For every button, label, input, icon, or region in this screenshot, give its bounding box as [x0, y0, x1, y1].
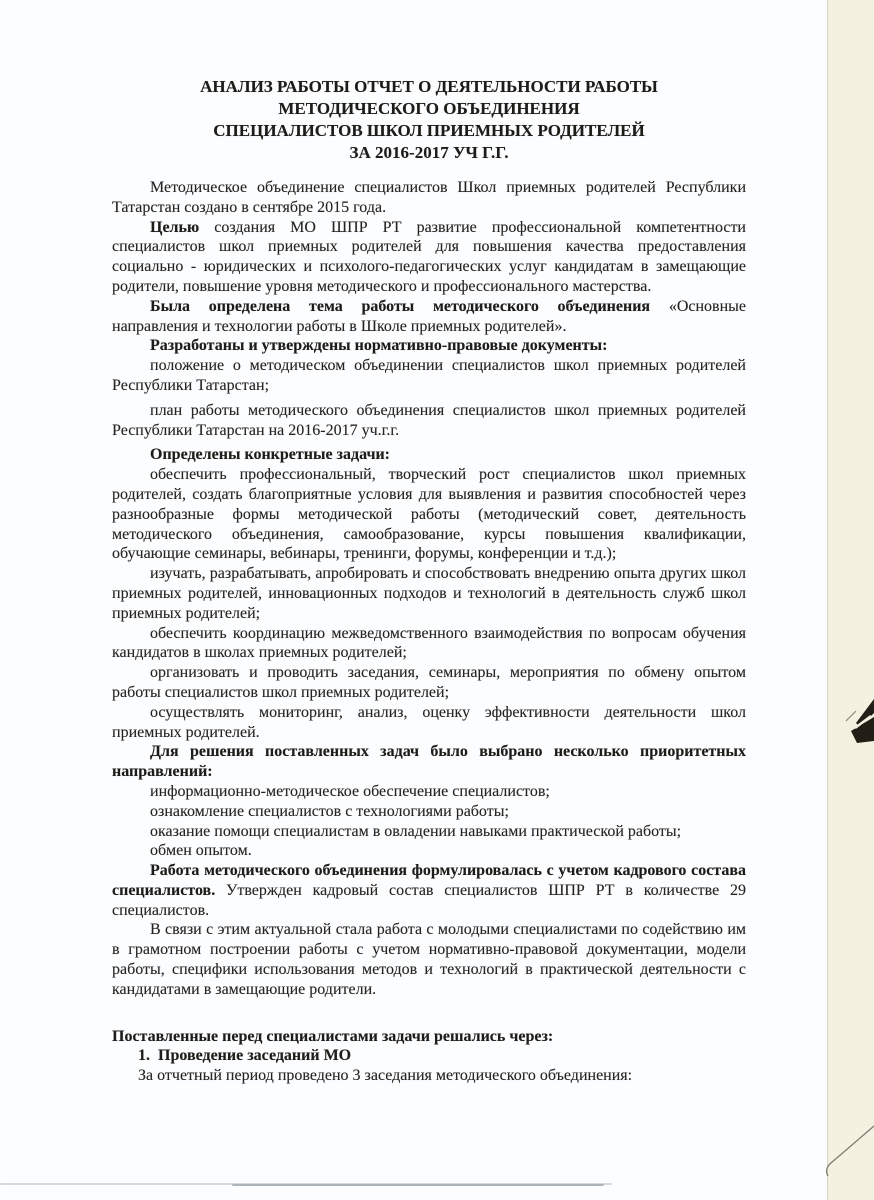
text-segment: ознакомление специалистов с технологиями работы; — [150, 802, 509, 820]
paragraph — [112, 624, 746, 664]
text-segment: создания МО ШПР РТ развитие профессиональной компетентности специалистов школ приемных родителей для повышения качества предоставления социально - юридических и психолого-педагогических услуг кандидатам в замещающие родители, повышение уровня методического и профессионального мастерства. — [112, 218, 746, 295]
paragraph — [112, 841, 746, 861]
document-title — [112, 76, 746, 164]
document-body — [112, 178, 746, 1086]
text-segment: Утвержден кадровый состав специалистов ШПР РТ в количестве 29 специалистов. — [112, 881, 747, 919]
paragraph — [112, 1027, 746, 1047]
text-segment: положение о методическом объединении специалистов школ приемных родителей Республики Татарстан; — [112, 357, 746, 394]
bold-text-segment: Была определена тема работы методического объединения — [150, 297, 669, 315]
bold-text-segment: Разработаны и утверждены нормативно-правовые документы: — [150, 337, 608, 355]
paragraph — [112, 703, 746, 743]
bold-text-segment: Определены конкретные задачи: — [150, 446, 391, 464]
title-line: МЕТОДИЧЕСКОГО ОБЪЕДИНЕНИЯ — [278, 99, 580, 118]
paragraph — [112, 663, 746, 703]
scan-shadow-line-dark — [232, 1184, 604, 1186]
title-line: ЗА 2016-2017 УЧ Г.Г. — [349, 143, 509, 162]
text-segment: «Основные направления и технологии работы в Школе приемных родителей». — [112, 297, 746, 335]
bold-text-segment: Работа методического объединения формулировалась с учетом кадрового состава специалистов. — [112, 862, 746, 899]
paragraph — [112, 401, 746, 441]
scan-debris-artifact — [826, 693, 874, 773]
bold-text-segment: Для решения поставленных задач было выбрано несколько приоритетных направлений: — [112, 743, 746, 781]
text-segment: информационно-методическое обеспечение специалистов; — [150, 782, 550, 800]
paragraph — [112, 920, 746, 999]
text-segment: В связи с этим актуальной стала работа с молодыми специалистами по содействию им в грамотном построении работы с учетом нормативно-правовой документации, модели работы, специфики использования методов и технологий в практической деятельности с кандидатами в замещающие родители. — [112, 921, 746, 998]
paragraph — [112, 336, 746, 356]
text-segment: организовать и проводить заседания, семинары, мероприятия по обмену опытом работы специалистов школ приемных родителей; — [112, 664, 746, 701]
text-segment: оказание помощи специалистам в овладении навыками практической работы; — [150, 822, 682, 840]
title-line: АНАЛИЗ РАБОТЫ ОТЧЕТ О ДЕЯТЕЛЬНОСТИ РАБОТЫ — [200, 77, 658, 96]
text-segment: обеспечить профессиональный, творческий рост специалистов школ приемных родителей, создать благоприятные условия для выявления и развития способностей через разнообразные формы методической работы (методический совет, деятельность методического объединения, самообразование, курсы повышения квалификации, обучающие семинары, вебинары, тренинги, форумы, конференции и т.д.); — [112, 466, 746, 563]
title-line: СПЕЦИАЛИСТОВ ШКОЛ ПРИЕМНЫХ РОДИТЕЛЕЙ — [213, 121, 645, 140]
text-segment: план работы методического объединения специалистов школ приемных родителей Республики Татарстан на 2016-2017 уч.г.г. — [112, 401, 746, 439]
text-segment: изучать, разрабатывать, апробировать и способствовать внедрению опыта других школ приемных родителей, инновационных подходов и технологий в деятельность служб школ приемных родителей; — [112, 565, 746, 622]
text-segment: обеспечить координацию межведомственного взаимодействия по вопросам обучения кандидатов в школах приемных родителей; — [112, 624, 746, 662]
scan-edge-strip — [827, 0, 874, 1200]
paragraph — [112, 218, 746, 297]
paragraph — [112, 178, 746, 218]
paragraph — [112, 356, 746, 396]
document-text-block — [112, 76, 746, 1086]
paragraph — [112, 822, 746, 842]
paragraph — [112, 802, 746, 822]
text-segment: За отчетный период проведено 3 заседания методического объединения: — [138, 1067, 633, 1085]
text-segment: Методическое объединение специалистов Школ приемных родителей Республики Татарстан создано в сентябре 2015 года. — [112, 179, 746, 216]
text-segment: обмен опытом. — [150, 842, 252, 860]
paragraph — [112, 742, 746, 782]
text-segment: осуществлять мониторинг, анализ, оценку эффективности деятельности школ приемных родителей. — [112, 703, 746, 741]
bold-text-segment: 1. Проведение заседаний МО — [138, 1047, 352, 1065]
paragraph — [112, 1066, 746, 1086]
bold-text-segment: Поставленные перед специалистами задачи решались через: — [112, 1027, 554, 1045]
paragraph — [112, 465, 746, 564]
scan-scratch-line — [818, 1118, 874, 1180]
bold-text-segment: Целью — [150, 218, 200, 236]
paragraph — [112, 564, 746, 623]
paragraph — [112, 445, 746, 465]
paragraph — [112, 782, 746, 802]
paragraph — [112, 297, 746, 337]
paragraph — [112, 861, 746, 920]
paragraph — [112, 1046, 746, 1066]
